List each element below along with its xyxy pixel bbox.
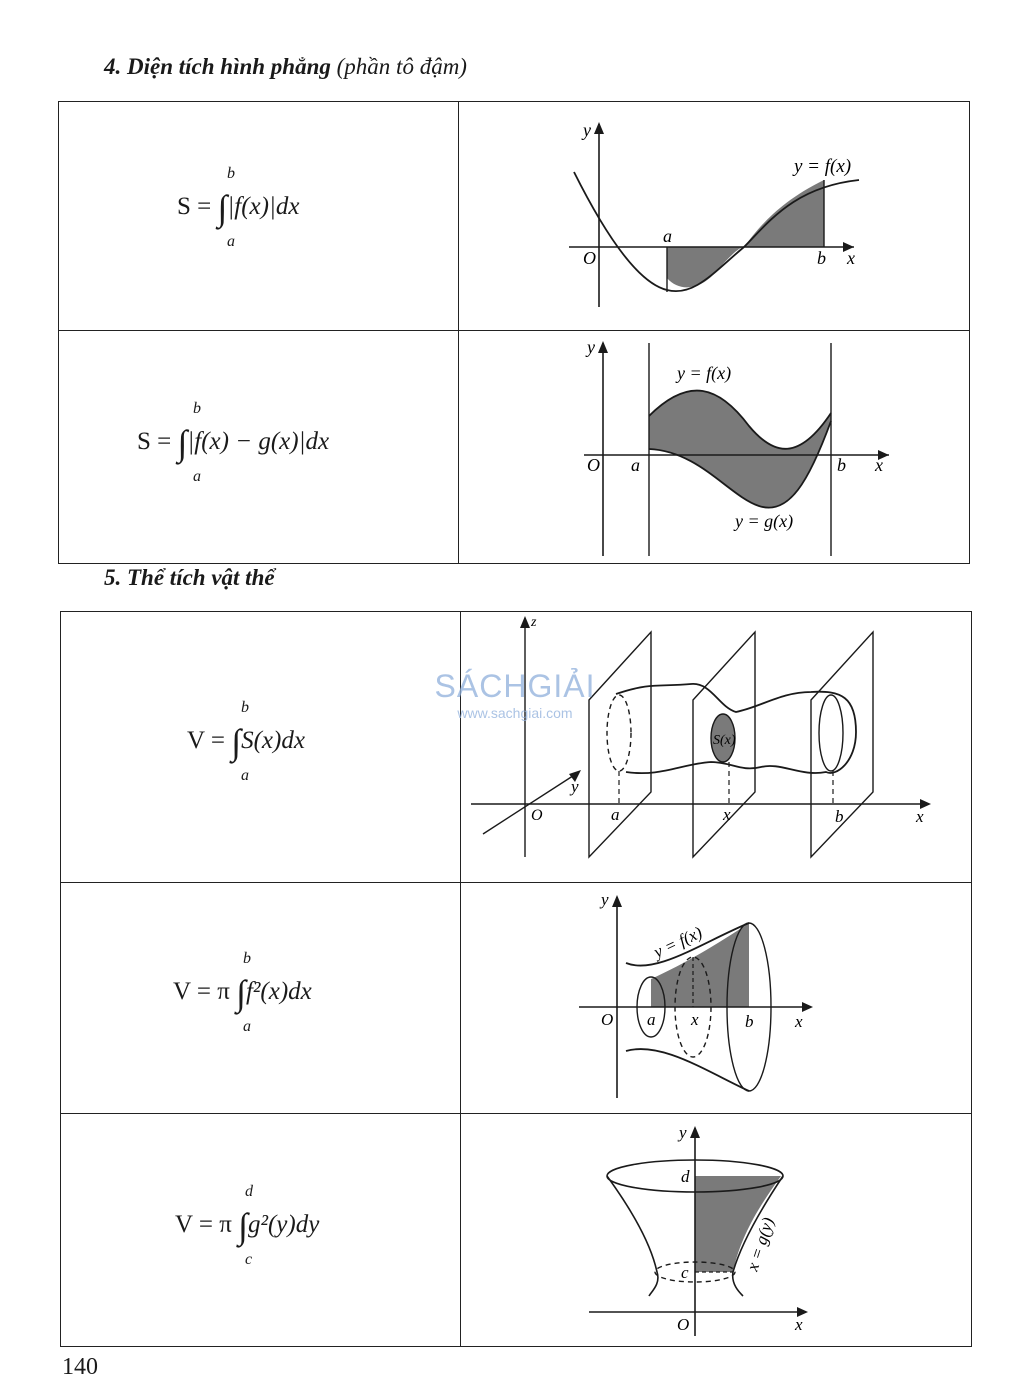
formula-cell xyxy=(61,612,461,883)
x-axis-label: x xyxy=(795,1315,803,1334)
volume-row-2 xyxy=(61,883,972,1114)
left-profile xyxy=(607,1176,658,1296)
g-label: y = g(x) xyxy=(735,511,794,531)
b-label: b xyxy=(745,1012,754,1031)
x-axis-arrow xyxy=(802,1002,813,1012)
graph-cell xyxy=(459,102,970,331)
b-label: b xyxy=(817,248,826,268)
graph-cell xyxy=(461,1114,972,1347)
x-axis-label: x xyxy=(847,248,855,268)
watermark xyxy=(410,668,620,721)
formula-area-1 xyxy=(177,165,300,250)
y-axis xyxy=(483,772,579,834)
upper-limit: b xyxy=(243,950,251,967)
b-label: b xyxy=(837,455,846,475)
graph-volume-1 xyxy=(461,612,969,878)
formula-cell xyxy=(61,1114,461,1347)
y-axis-arrow xyxy=(598,341,608,353)
y-axis-label: y xyxy=(601,890,609,909)
plane-a xyxy=(589,632,651,857)
graph-cell xyxy=(461,612,972,883)
lower-limit: a xyxy=(227,233,235,250)
formula-integrand: S(x)dx xyxy=(241,727,305,754)
shaded-region-below xyxy=(667,247,744,287)
formula-integrand: f²(x)dx xyxy=(245,978,312,1005)
origin-label: O xyxy=(583,248,596,268)
upper-limit: b xyxy=(241,699,249,716)
y-axis-arrow xyxy=(690,1126,700,1138)
d-label: d xyxy=(681,1167,690,1186)
formula-area-2 xyxy=(137,400,330,485)
section-4-number: 4. xyxy=(104,54,122,79)
graph-volume-3 xyxy=(461,1114,969,1342)
graph-area-2 xyxy=(459,331,967,559)
formula-cell xyxy=(59,102,459,331)
y-axis-label: y xyxy=(583,120,591,140)
formula-volume-3 xyxy=(175,1183,320,1268)
section-4-heading xyxy=(104,54,467,80)
shaded-region-above xyxy=(744,180,824,247)
section-5-heading xyxy=(104,565,275,591)
formula-lhs: V = xyxy=(187,727,225,754)
formula-lhs: V = π xyxy=(175,1211,232,1238)
formula-integrand: |f(x) − g(x)|dx xyxy=(187,428,330,455)
z-axis-label: z xyxy=(531,615,537,630)
a-label: a xyxy=(631,455,640,475)
lower-limit: a xyxy=(243,1018,251,1035)
volume-row-1 xyxy=(61,612,972,883)
formula-cell xyxy=(61,883,461,1114)
y-axis-arrow xyxy=(594,122,604,134)
integral-sign: ∫ xyxy=(217,188,228,228)
lower-limit: c xyxy=(245,1251,253,1268)
f-label: y = f(x) xyxy=(677,363,732,383)
shaded-region xyxy=(649,391,831,508)
integral-sign: ∫ xyxy=(231,722,242,762)
upper-limit: b xyxy=(193,400,201,417)
graph-cell xyxy=(459,331,970,564)
formula-volume-2 xyxy=(173,950,312,1035)
integral-sign: ∫ xyxy=(177,423,188,463)
integral-sign: ∫ xyxy=(238,1206,248,1246)
formula-integrand: g²(y)dy xyxy=(247,1211,320,1238)
curve-label: x = g(y) xyxy=(742,1215,778,1274)
section-5-title: Thể tích vật thể xyxy=(127,565,275,590)
area-row-2 xyxy=(59,331,970,564)
c-label: c xyxy=(681,1263,689,1282)
graph-cell xyxy=(461,883,972,1114)
origin-label: O xyxy=(677,1315,690,1334)
formula-lhs: S = xyxy=(137,428,172,455)
formula-lhs: S = xyxy=(177,193,212,220)
integral-sign: ∫ xyxy=(236,973,246,1013)
origin-label: O xyxy=(587,455,600,475)
lower-limit: a xyxy=(241,767,249,784)
formula-cell xyxy=(59,331,459,564)
formula-integrand: |f(x)|dx xyxy=(227,193,300,220)
upper-limit: b xyxy=(227,165,235,182)
x-label: x xyxy=(723,805,731,824)
section-b-ellipse xyxy=(819,695,843,771)
watermark-brand: SÁCHGIẢI xyxy=(434,668,596,704)
origin-label: O xyxy=(601,1010,614,1029)
volume-table xyxy=(60,611,972,1347)
lower-limit: a xyxy=(193,468,201,485)
area-table xyxy=(58,101,970,564)
page-number: 140 xyxy=(62,1354,98,1380)
y-axis-arrow xyxy=(612,895,622,907)
area-row-1 xyxy=(59,102,970,331)
formula-lhs: V = π xyxy=(173,978,230,1005)
curve-label: y = f(x) xyxy=(650,922,706,962)
y-axis-label: y xyxy=(679,1123,687,1142)
volume-row-3 xyxy=(61,1114,972,1347)
formula-volume-1 xyxy=(187,699,305,784)
origin-label: O xyxy=(531,807,543,824)
watermark-url: www.sachgiai.com xyxy=(457,705,573,721)
y-axis-label: y xyxy=(587,337,595,357)
graph-area-1 xyxy=(459,102,967,326)
curve-label: y = f(x) xyxy=(794,156,852,177)
x-axis-label: x xyxy=(875,455,883,475)
section-4-title: Diện tích hình phẳng xyxy=(127,54,331,79)
solid-outline xyxy=(616,684,856,773)
upper-limit: d xyxy=(245,1183,253,1200)
x-label: x xyxy=(691,1010,699,1029)
section-label: S(x) xyxy=(713,733,736,748)
x-axis-label: x xyxy=(795,1012,803,1031)
z-axis-arrow xyxy=(520,616,530,628)
y-axis-label: y xyxy=(571,777,579,796)
a-label: a xyxy=(663,226,672,246)
a-label: a xyxy=(611,805,620,824)
x-axis-label: x xyxy=(916,807,924,826)
a-label: a xyxy=(647,1010,656,1029)
graph-volume-2 xyxy=(461,883,969,1109)
b-label: b xyxy=(835,807,844,826)
section-4-subtitle: (phần tô đậm) xyxy=(336,54,467,79)
section-5-number: 5. xyxy=(104,565,122,590)
